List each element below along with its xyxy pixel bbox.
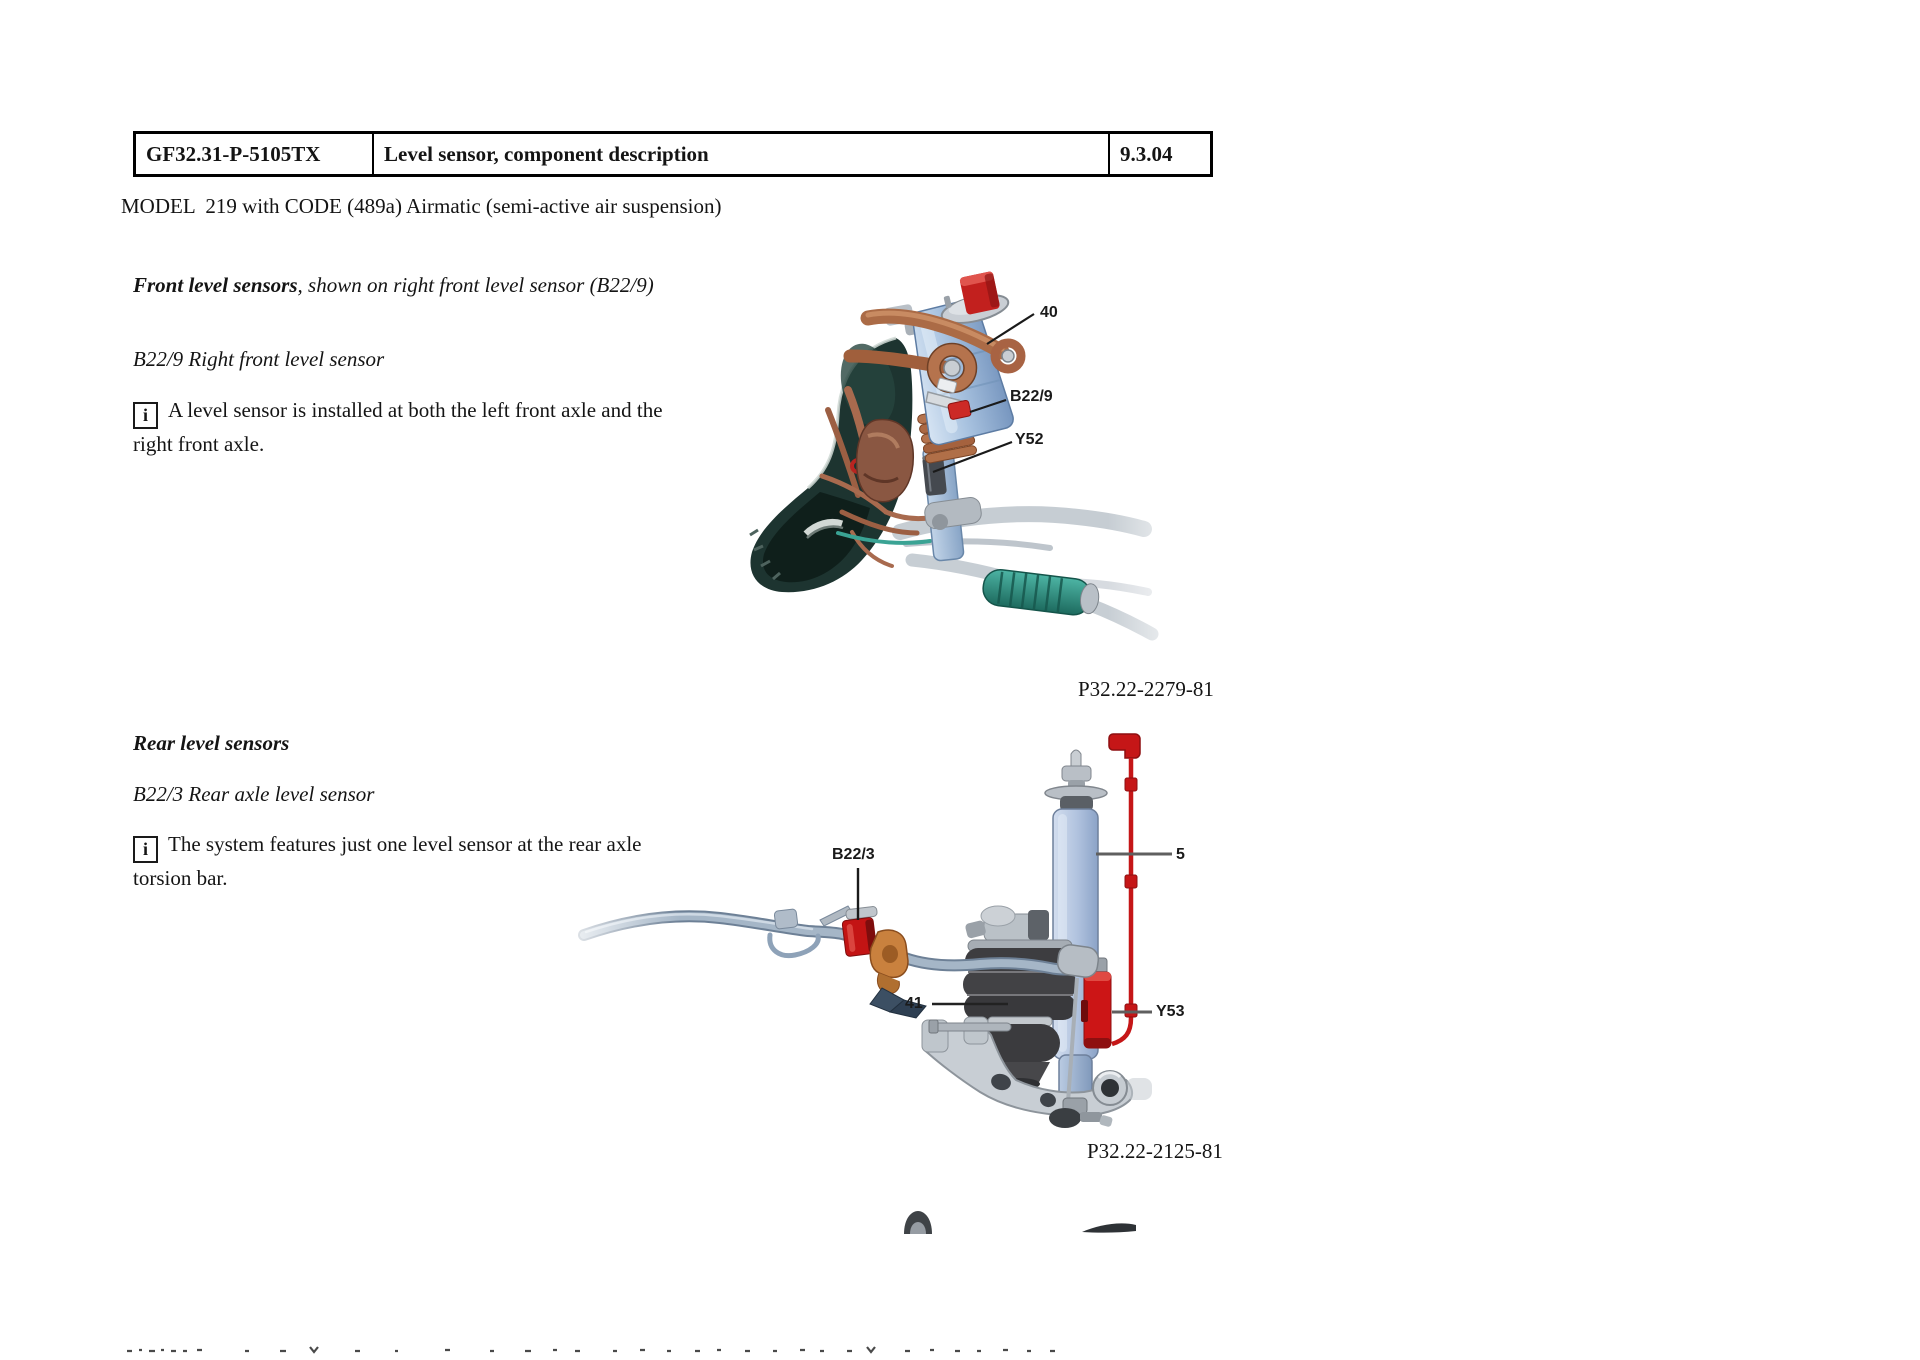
document-code: GF32.31-P-5105TX bbox=[136, 134, 374, 174]
rear-info-text: The system features just one level sensor at the rear axle torsion bar. bbox=[133, 832, 642, 890]
front-info-note bbox=[133, 395, 683, 459]
rear-sensor-designation: B22/3 Rear axle level sensor bbox=[133, 782, 375, 806]
figure-label-5: 5 bbox=[1176, 846, 1185, 863]
info-icon-glyph: i bbox=[142, 405, 148, 425]
figure-fragments-graphic bbox=[880, 1200, 1160, 1240]
front-info-text: A level sensor is installed at both the left front axle and the right front axle. bbox=[133, 398, 663, 456]
figure-label-41: 41 bbox=[905, 995, 923, 1012]
front-heading-bold: Front level sensors bbox=[133, 273, 298, 297]
front-level-sensor-figure bbox=[700, 260, 1200, 710]
front-suspension-illustration bbox=[700, 260, 1200, 710]
page-bottom-clipped-text bbox=[105, 1342, 1070, 1354]
front-section-heading bbox=[133, 270, 683, 300]
document-title: Level sensor, component description bbox=[374, 134, 1110, 174]
model-line: MODEL 219 with CODE (489a) Airmatic (semi-active air suspension) bbox=[121, 194, 722, 218]
figure-label-b22-9: B22/9 bbox=[1010, 388, 1053, 405]
front-sensor-designation: B22/9 Right front level sensor bbox=[133, 347, 385, 371]
document-date: 9.3.04 bbox=[1120, 141, 1173, 166]
bar-link-bushing bbox=[1056, 943, 1100, 978]
front-heading-rest: , shown on right front level sensor (B22/9) bbox=[297, 273, 654, 297]
rear-figure-caption: P32.22-2125-81 bbox=[1087, 1139, 1223, 1163]
fade-left bbox=[560, 900, 680, 960]
figure-label-y52: Y52 bbox=[1015, 431, 1044, 448]
clipped-text-marks bbox=[105, 1343, 1070, 1355]
rear-heading-bold: Rear level sensors bbox=[133, 731, 290, 755]
next-page-figure-fragments bbox=[880, 1200, 1160, 1240]
steering-gear bbox=[981, 568, 1101, 618]
figure-label-40: 40 bbox=[1040, 304, 1058, 321]
info-icon bbox=[133, 836, 158, 863]
rear-suspension-illustration bbox=[560, 720, 1280, 1150]
info-icon bbox=[133, 402, 158, 429]
rear-level-sensor-figure bbox=[560, 720, 1280, 1150]
figure-label-y53: Y53 bbox=[1156, 1003, 1185, 1020]
brake-caliper bbox=[857, 420, 914, 502]
front-figure-caption: P32.22-2279-81 bbox=[1078, 677, 1214, 701]
figure-label-b22-3: B22/3 bbox=[832, 846, 875, 863]
info-icon-glyph: i bbox=[142, 839, 148, 859]
level-valve-cable bbox=[1109, 734, 1140, 1044]
document-header-table bbox=[133, 131, 1213, 177]
